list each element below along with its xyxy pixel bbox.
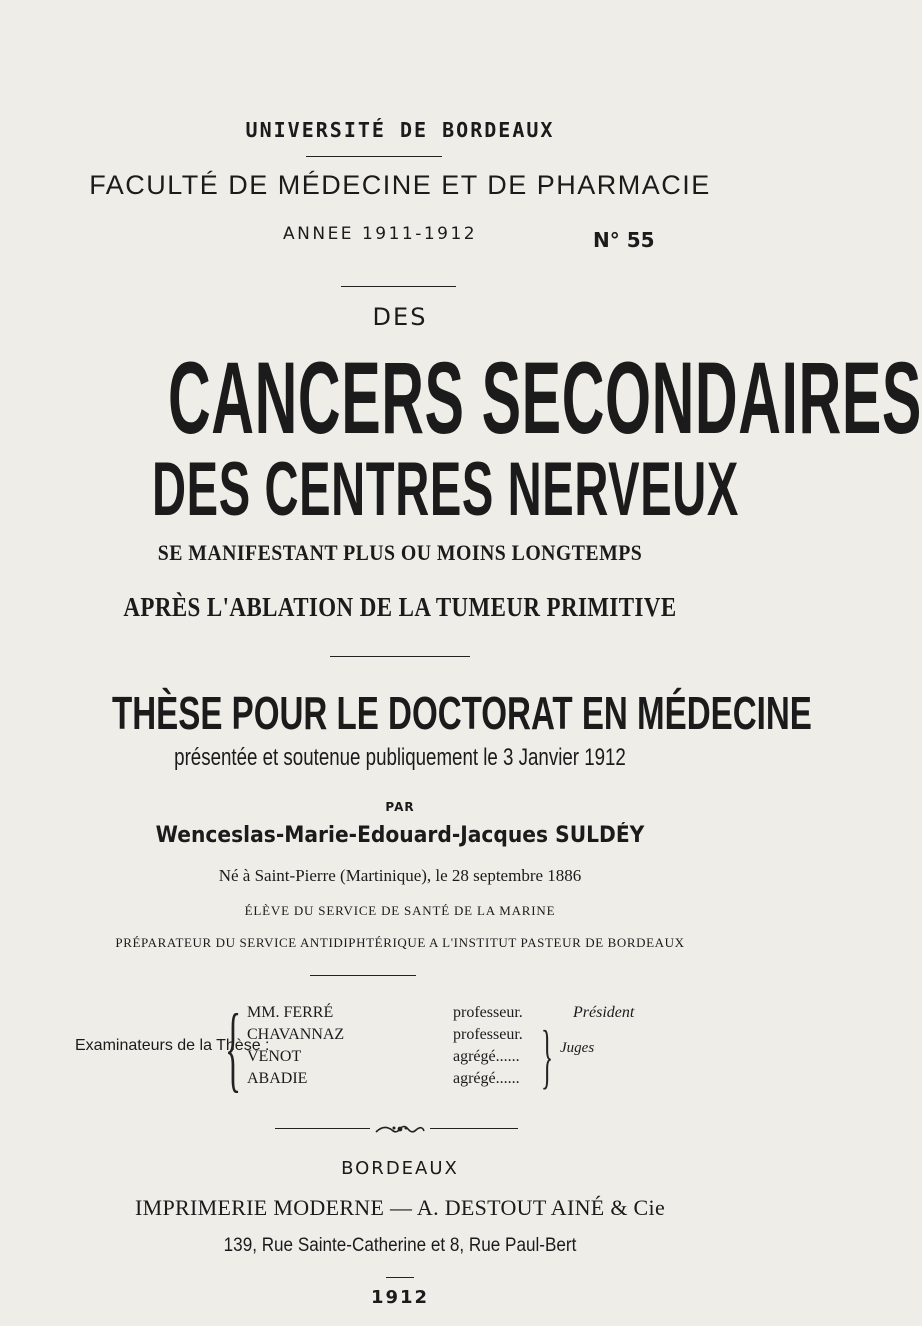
examiner-role: professeur. [453,1004,523,1021]
examiners-label: Examinateurs de la Thèse : [75,1037,270,1054]
subtitle-line-1: SE MANIFESTANT PLUS OU MOINS LONGTEMPS [157,540,643,565]
publisher-printer: IMPRIMERIE MODERNE — A. DESTOUT AINÉ & Cie [134,1195,666,1220]
university-name: UNIVERSITÉ DE BORDEAUX [245,118,555,142]
right-brace: } [541,1016,554,1096]
main-title-line-1: CANCERS SECONDAIRES [168,341,922,455]
divider [341,286,456,287]
examiner-row [0,1070,800,1092]
examiner-role: agrégé...... [453,1048,520,1065]
examiner-name: MM. FERRÉ [247,1004,334,1021]
examiner-name: VENOT [247,1048,302,1065]
ornament-icon [374,1122,426,1136]
judges-label: Juges [560,1040,595,1056]
left-brace: { [225,994,242,1101]
publication-year: 1912 [370,1287,430,1308]
divider [310,975,416,976]
examiner-row [0,1026,800,1048]
examiner-row [0,1048,800,1070]
faculty-name: FACULTÉ DE MÉDECINE ET DE PHARMACIE [89,170,711,200]
examiner-row [0,1004,800,1026]
academic-year: ANNEE 1911-1912 [283,224,478,244]
divider [330,656,470,657]
divider [430,1128,518,1129]
divider [386,1277,414,1278]
examiner-name: ABADIE [247,1070,308,1087]
by-label: PAR [385,800,415,814]
author-name: Wenceslas-Marie-Edouard-Jacques SULDÉY [155,823,645,848]
examiner-role: professeur. [453,1026,523,1043]
publisher-address: 139, Rue Sainte-Catherine et 8, Rue Paul-Bert [223,1235,577,1256]
thesis-number: N° 55 [593,228,655,252]
divider [306,156,442,157]
thesis-heading: THÈSE POUR LE DOCTORAT EN MÉDECINE [112,687,812,739]
president-label: Président [573,1004,635,1021]
title-prefix: DES [372,303,428,331]
examiner-name: CHAVANNAZ [247,1026,345,1043]
presentation-date: présentée et soutenue publiquement le 3 Janvier 1912 [174,744,626,771]
divider [275,1128,370,1129]
author-birth: Né à Saint-Pierre (Martinique), le 28 septembre 1886 [218,866,582,885]
examiner-role: agrégé...... [453,1070,520,1087]
publisher-city: BORDEAUX [341,1158,459,1179]
author-student-status: ÉLÈVE DU SERVICE DE SANTÉ DE LA MARINE [244,903,556,918]
subtitle-line-2: APRÈS L'ABLATION DE LA TUMEUR PRIMITIVE [123,592,677,622]
main-title-line-2: DES CENTRES NERVEUX [152,447,739,532]
author-position: PRÉPARATEUR DU SERVICE ANTIDIPHTÉRIQUE A L'INSTITUT PASTEUR DE BORDEAUX [115,935,685,950]
